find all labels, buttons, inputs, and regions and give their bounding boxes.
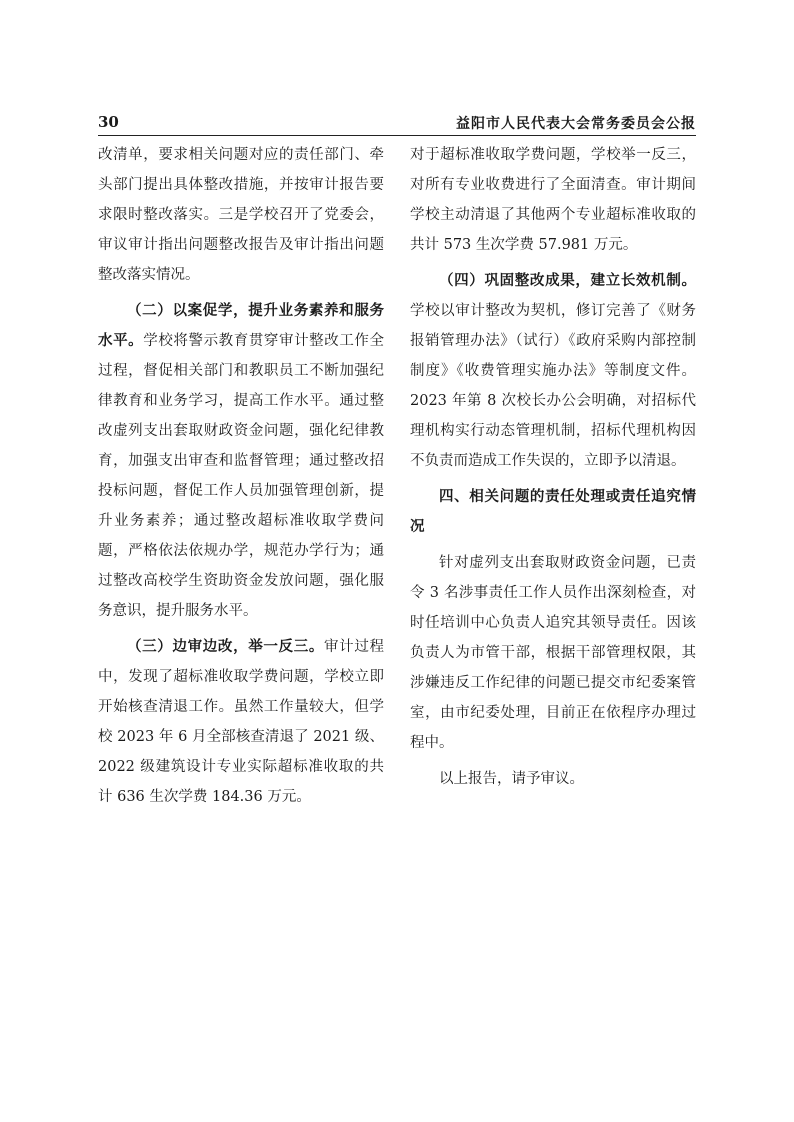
closing-line: 以上报告，请予审议。 <box>439 771 584 787</box>
paragraph-three <box>98 632 384 812</box>
page-number: 30 <box>98 113 119 131</box>
subheading-four: （四）巩固整改成果，建立长效机制。 <box>439 273 696 289</box>
paragraph-responsibility: 针对虚列支出套取财政资金问题，已责令 3 名涉事责任工作人员作出深刻检查，对时任培训中心负责人追究其领导责任。因该负责人为市管干部，根据干部管理权限，其涉嫌违反工作纪律的问题已提交市纪委案管室，由市纪委处理，目前正在依程序办理过程中。 <box>410 555 696 751</box>
subheading-three: （三）边审边改，举一反三。 <box>127 639 325 655</box>
publication-title: 益阳市人民代表大会常务委员会公报 <box>456 116 696 132</box>
paragraph-four-body: 学校以审计整改为契机，修订完善了《财务报销管理办法》（试行）《政府采购内部控制制度》《收费管理实施办法》等制度文件。2023 年第 8 次校长办公会明确，对招标代理机构实行动态管理机制，招标代理机构因不负责而造成工作失误的，立即予以清退。 <box>410 303 696 469</box>
right-column <box>410 140 696 800</box>
section-heading: 四、相关问题的责任处理或责任追究情况 <box>410 489 696 535</box>
left-column <box>98 140 384 818</box>
paragraph-three-body: 审计过程中，发现了超标准收取学费问题，学校立即开始核查清退工作。虽然工作量较大，但学校 2023 年 6 月全部核查清退了 2021 级、2022 级建筑设计专业实际超标准收取的共计 636 生次学费 184.36 万元。 <box>98 639 384 805</box>
paragraph-two-body: 学校将警示教育贯穿审计整改工作全过程，督促相关部门和教职员工不断加强纪律教育和业务学习，提高工作水平。通过整改虚列支出套取财政资金问题，强化纪律教育，加强支出审查和监督管理；通过整改招投标问题，督促工作人员加强管理创新，提升业务素养；通过整改超标准收取学费问题，严格依法依规办学，规范办学行为；通过整改高校学生资助资金发放问题，强化服务意识，提升服务水平。 <box>98 333 384 619</box>
paragraph-continued-right: 对于超标准收取学费问题，学校举一反三，对所有专业收费进行了全面清查。审计期间学校主动清退了其他两个专业超标准收取的共计 573 生次学费 57.981 万元。 <box>410 147 696 253</box>
paragraph-continued: 改清单，要求相关问题对应的责任部门、牵头部门提出具体整改措施，并按审计报告要求限时整改落实。三是学校召开了党委会，审议审计指出问题整改报告及审计指出问题整改落实情况。 <box>98 147 384 283</box>
paragraph-two <box>98 296 384 626</box>
paragraph-four <box>410 266 696 476</box>
page-header <box>98 113 696 133</box>
subheading-two: （二）以案促学，提升业务素养和服务水平。 <box>98 303 384 349</box>
header-rule <box>98 135 696 136</box>
